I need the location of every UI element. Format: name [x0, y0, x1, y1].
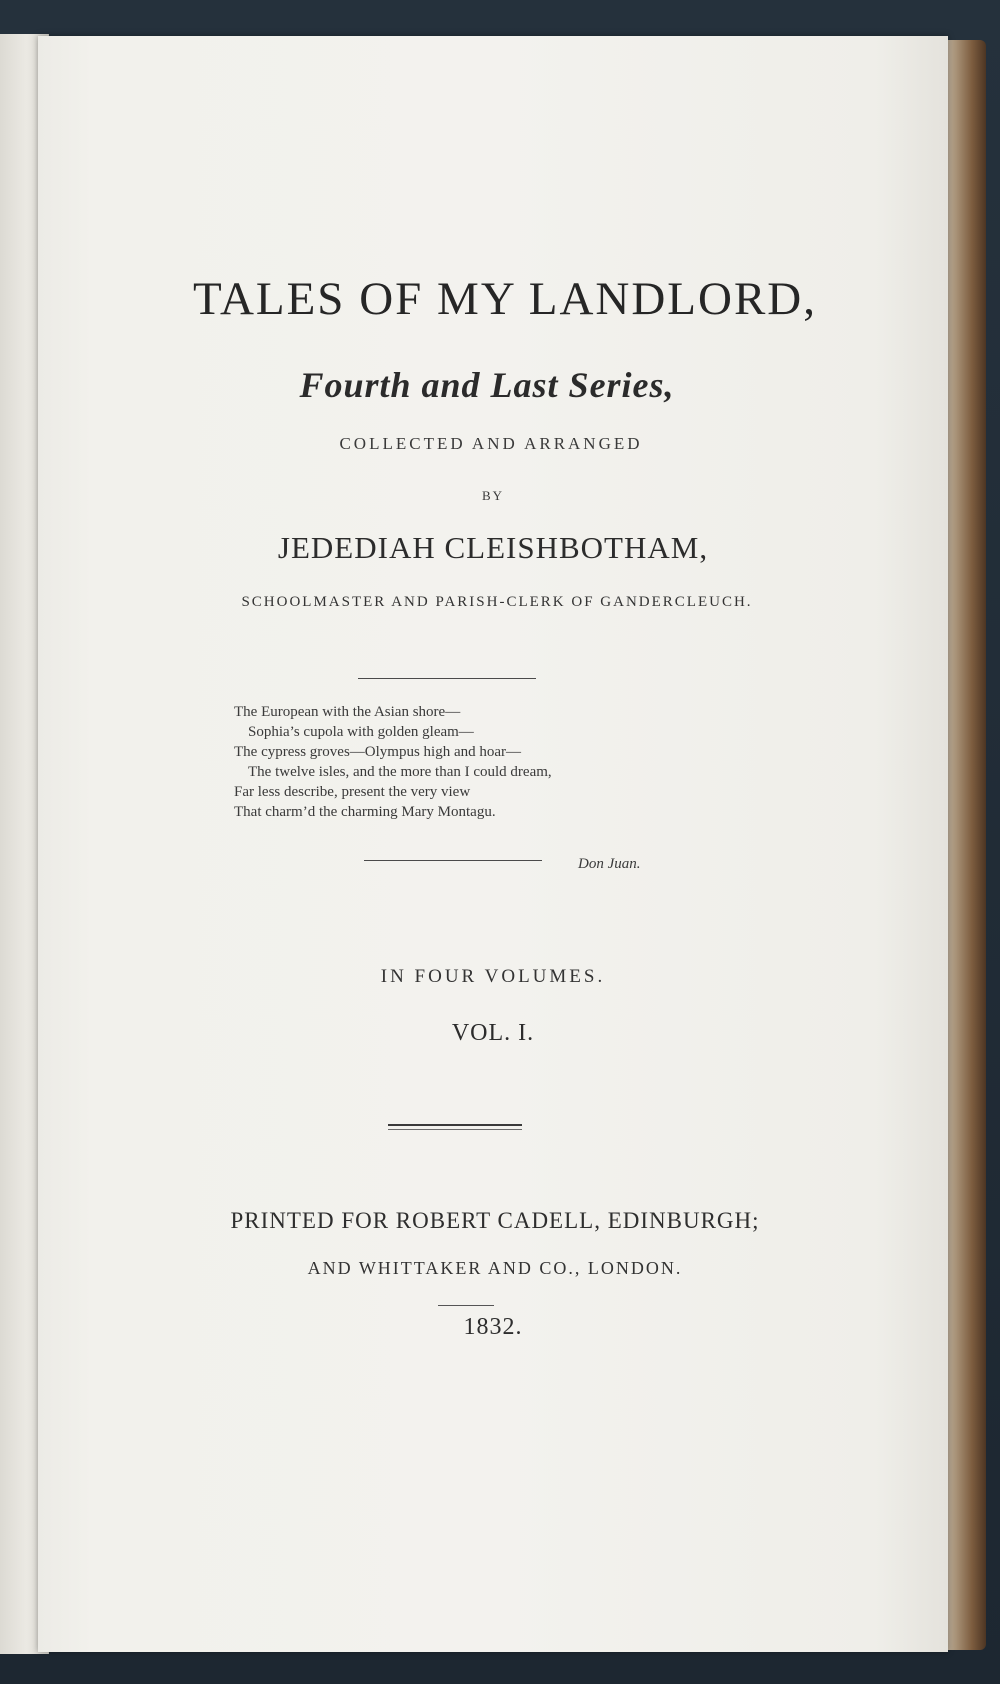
- book-title: TALES OF MY LANDLORD,: [193, 273, 817, 325]
- author-name: JEDEDIAH CLEISHBOTHAM,: [277, 530, 709, 565]
- imprint-year: 1832.: [463, 1314, 523, 1340]
- epigraph: [234, 702, 694, 822]
- imprint-co-publisher: AND WHITTAKER AND CO., LONDON.: [307, 1258, 683, 1278]
- divider-rule: [364, 860, 542, 861]
- epigraph-attribution: Don Juan.: [578, 856, 641, 872]
- epigraph-line: The twelve isles, and the more than I could dream,: [248, 764, 552, 780]
- volumes-count: IN FOUR VOLUMES.: [380, 966, 606, 987]
- by-line: BY: [481, 488, 505, 503]
- double-rule: [388, 1129, 522, 1130]
- epigraph-line: The European with the Asian shore—: [234, 704, 461, 720]
- series-subtitle: Fourth and Last Series,: [299, 365, 675, 405]
- epigraph-line: The cypress groves—Olympus high and hoar—: [234, 744, 522, 760]
- author-occupation: SCHOOLMASTER AND PARISH-CLERK OF GANDERCLEUCH.: [241, 594, 753, 610]
- title-page: [38, 36, 948, 1652]
- double-rule: [388, 1124, 522, 1126]
- short-rule: [438, 1305, 494, 1306]
- epigraph-line: Sophia’s cupola with golden gleam—: [248, 724, 474, 740]
- divider-rule: [358, 678, 536, 679]
- epigraph-line: That charm’d the charming Mary Montagu.: [234, 804, 496, 820]
- collected-line: COLLECTED AND ARRANGED: [339, 434, 643, 453]
- epigraph-line: Far less describe, present the very view: [234, 784, 471, 800]
- imprint-printed-for: PRINTED FOR ROBERT CADELL, EDINBURGH;: [230, 1208, 760, 1233]
- volume-number: VOL. I.: [451, 1020, 535, 1046]
